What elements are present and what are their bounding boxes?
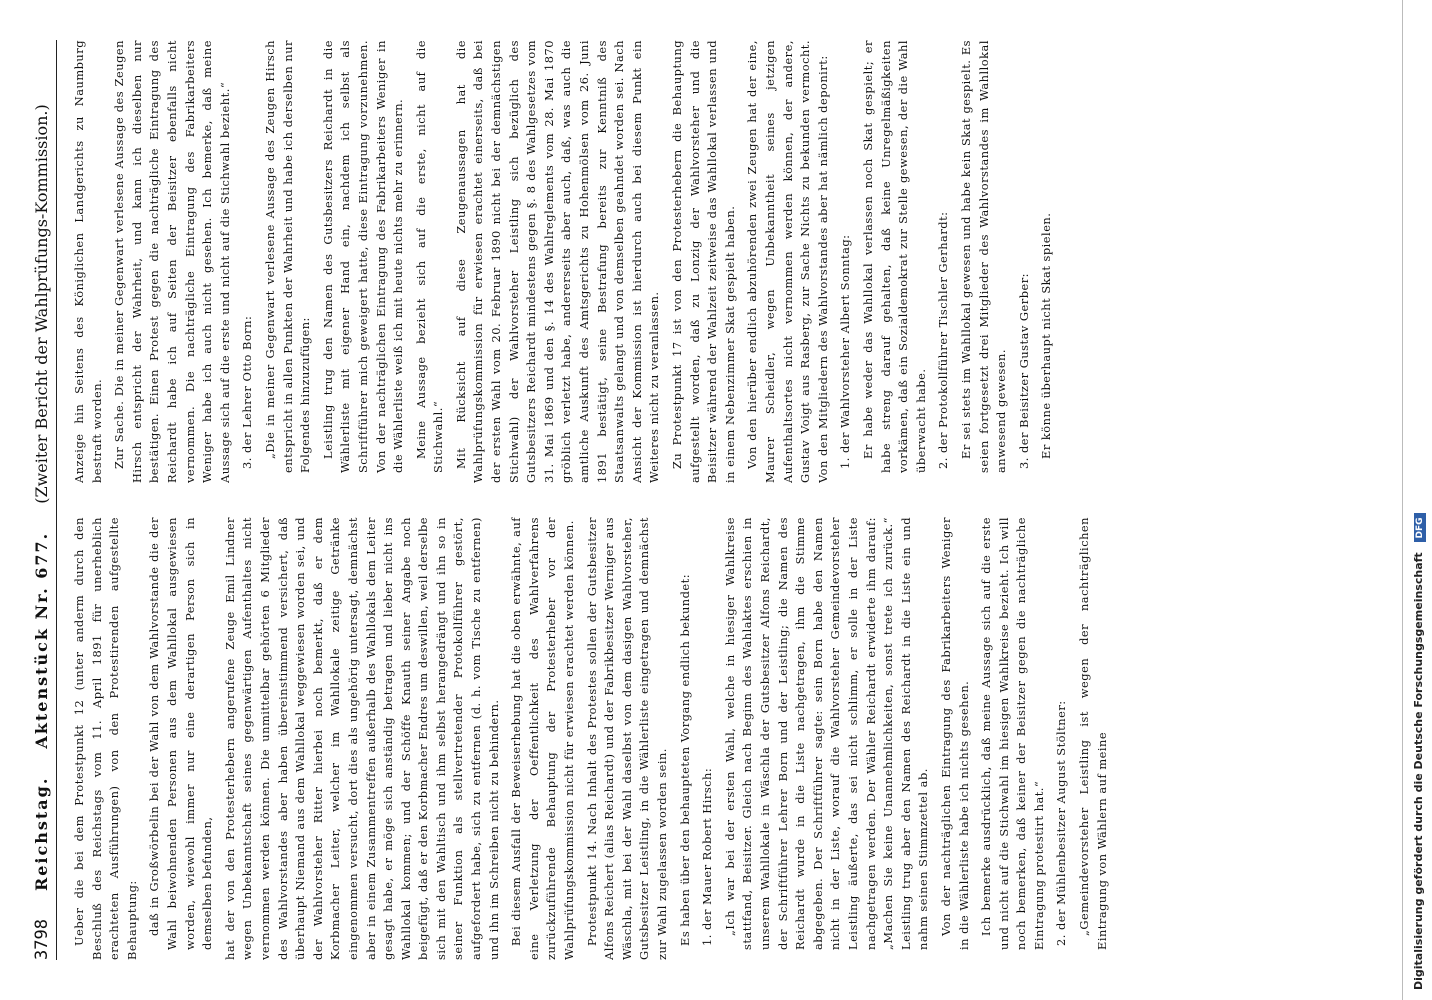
- paragraph: Anzeige hin Seitens des Königlichen Landgerichts zu Naumburg bestraft worden.: [72, 40, 104, 483]
- dfg-logo: DFG: [1414, 513, 1426, 542]
- text-columns: [71, 40, 1361, 960]
- witness-statement: „Die in meiner Gegenwart verlesene Aussage des Zeugen Hirsch entspricht in allen Punkten der Wahrheit und habe ich derselben nur Folgendes hinzuzufügen:: [262, 40, 313, 473]
- witness-heading: 1. der Mauer Robert Hirsch:: [700, 767, 715, 946]
- page-number: 3798: [32, 919, 52, 960]
- left-column: [71, 517, 1361, 960]
- paragraph: Protestpunkt 14. Nach Inhalt des Protestes sollen der Gutsbesitzer Alfons Reichert (alias Reichardt) und der Fabrikbesitzer Werniger aus Wäschla, mit bei der Wahl daselbst von dem dasigen Wahlvorsteher, Gutsbesitzer Leistling, in die Wählerliste eingetragen und demnächst zur Wahl zugelassen worden sein.: [584, 517, 669, 960]
- witness-statement: Leistling trug den Namen des Gutsbesitzers Reichardt in die Wählerliste mit eigener Hand ein, nachdem ich selbst als Schriftführer mich geweigert hatte, diese Eintragung vorzunehmen. Von der nachträglichen Eintragung des Fabrikarbeiters Weniger in die Wählerliste weiß ich mit heute nichts mehr zu erinnern.: [320, 40, 406, 473]
- section-title: (Zweiter Bericht der Wahlprüfungs-Kommission.): [32, 104, 51, 504]
- paragraph: Ueber die bei dem Protestpunkt 12 (unter anderm durch den Beschluß des Reichstags vom 11. April 1891 für unerheblich erachteten Ausführungen) von den Protestirenden aufgestellte Behauptung:: [72, 517, 139, 960]
- witness-statement: Er könne überhaupt nicht Skat spielen.: [1039, 212, 1054, 459]
- digitization-credit: [1406, 0, 1432, 1000]
- paragraph: Es haben über den behaupteten Vorgang endlich bekundet:: [677, 573, 692, 946]
- document-reference: Aktenstück Nr. 677.: [32, 531, 51, 749]
- witness-statement: Er habe weder das Wahllokal verlassen noch Skat gespielt; er habe streng darauf gehalten, daß keine Unregelmäßigkeiten vorkämen, daß ein Sozialdemokrat zur Stelle gewesen, der die Wahl überwacht habe.: [860, 40, 928, 473]
- paragraph: Bei diesem Ausfall der Beweiserhebung hat die oben erwähnte, auf eine Verletzung der Oeffentlichkeit des Wahlverfahrens zurückzuführende Behauptung der Protesterheber vor der Wahlprüfungskommission nicht für erwiesen erachtet werden können.: [509, 517, 577, 960]
- witness-heading: 3. der Lehrer Otto Born:: [240, 315, 255, 469]
- paragraph: hat der von den Protesterhebern angerufene Zeuge Emil Lindner wegen Unbekanntschaft seines gegenwärtigen Aufenthaltes nicht vernommen werden können. Die unmittelbar gehörten 6 Mitglieder des Wahlvorstandes aber haben übereinstimmend versichert, daß überhaupt Niemand aus dem Wahllokal weggewiesen worden sei, und der Wahlvorsteher Ritter hierbei noch bemerkt, daß er dem Korbmacher Leiter, welcher im Wahllokale zeitige Getränke eingenommen versucht, dort dies als ungehörig untersagt, demnächst aber in einem Zusammentreffen außerhalb des Wahllokals dem Leiter gesagt habe, er möge sich anständig betragen und lieber nicht ins Wahllokal kommen; und der Schöffe Knauth seiner Angabe noch beigefügt, daß er den Korbmacher Endres um deswillen, weil derselbe sich mit den Wahltisch und ihm selbst herangedrängt und ihn so in seiner Funktion als stellvertretender Protokollführer gestört, aufgefordert habe, sich zu entfernen (d. h. vom Tische zu entfernen) und ihn im Schreiben nicht zu behindern.: [222, 517, 501, 960]
- witness-statement: Er sei stets im Wahllokal gewesen und habe kein Skat gespielt. Es seien fortgesetzt drei Mitglieder des Wahlvorstandes im Wahllokal anwesend gewesen.: [958, 40, 1009, 473]
- witness-heading: 2. der Protokollführer Tischler Gerhardt:: [936, 211, 951, 469]
- paragraph: Von den hierüber endlich abzuhörenden zwei Zeugen hat der eine, Maurer Scheidler, wegen Unbekanntheit seines jetzigen Aufenthaltsortes nicht vernommen werden können, der andere, Gustav Voigt aus Rasberg, zur Sache Nichts zu bekunden vermocht. Von den Mitgliedern des Wahlvorstandes aber hat nämlich deponirt:: [745, 40, 830, 483]
- right-column: [71, 40, 1361, 483]
- scan-edge-divider: [1402, 0, 1403, 1000]
- page-header: [20, 40, 57, 960]
- credit-text: Digitalisierung gefördert durch die Deutsche Forschungsgemeinschaft: [1412, 552, 1425, 990]
- credit-line: [1412, 10, 1426, 990]
- witness-statement: Meine Aussage bezieht sich auf die erste, nicht auf die Stichwahl.“: [413, 40, 446, 473]
- quoted-claim: daß in Großwörbelin bei der Wahl von dem Wahlvorstande die der Wahl beiwohnenden Personen aus dem Wahllokal ausgewiesen worden, wiewohl immer nur eine derartigen Person sich in demselben befunden,: [147, 517, 215, 950]
- witness-statement: Von der nachträglichen Eintragung des Fabrikarbeiters Weniger in die Wählerliste habe ich nichts gesehen.: [938, 517, 971, 950]
- paragraph: Zur Sache. Die in meiner Gegenwart verlesene Aussage des Zeugen Hirsch entspricht der Wahrheit, und kann ich dieselben nur bestätigen. Einen Protest gegen die nachträgliche Eintragung des Reichardt habe ich auf Seiten der Beisitzer ebenfalls nicht vernommen. Die nachträgliche Eintragung des Fabrikarbeiters Weniger habe ich auch nicht gesehen. Ich bemerke, daß meine Aussage sich auf die erste und nicht auf die Stichwahl bezieht.“: [112, 40, 232, 483]
- witness-heading: 3. der Beisitzer Gustav Gerber:: [1016, 272, 1031, 469]
- paragraph: Zu Protestpunkt 17 ist von den Protesterhebern die Behauptung aufgestellt worden, daß zu Lonzig der Wahlvorsteher und die Beisitzer während der Wahlzeit zeitweise das Wahllokal verlassen und in einem Nebenzimmer Skat gespielt haben.: [670, 40, 737, 483]
- witness-heading: 1. der Wahlvorsteher Albert Sonntag:: [838, 234, 853, 469]
- witness-statement: Ich bemerke ausdrücklich, daß meine Aussage sich auf die erste und nicht auf die Stichwahl im hiesigen Wahlkreise bezieht. Ich will noch bemerken, daß keiner der Beisitzer gegen die nachträgliche Eintragung protestirt hat.“: [979, 517, 1046, 950]
- witness-statement: „Gemeindevorsteher Leistling ist wegen der nachträglichen Eintragung von Wählern auf meine: [1077, 517, 1109, 950]
- witness-heading: 2. der Mühlenbesitzer August Stöltner:: [1054, 700, 1069, 946]
- paragraph: Mit Rücksicht auf diese Zeugenaussagen hat die Wahlprüfungskommission für erwiesen erachtet einerseits, daß bei der ersten Wahl vom 20. Februar 1890 nicht bei der demnächstigen Stichwahl) der Wahlvorsteher Leistling sich bezüglich des Gutsbesitzers Reichardt mindestens gegen §. 8 des Wahlgesetzes vom 31. Mai 1869 und den §. 14 des Wahlreglements vom 28. Mai 1870 gröblich verletzt habe, andererseits aber auch, daß, was auch die amtliche Auskunft des Amtsgerichts zu Hohenmölsen vom 26. Juni 1891 bestätigt, seine Bestrafung bereits zur Kenntniß des Staatsanwalts gelangt und von demselben geahndet worden sei. Nach Ansicht der Kommission ist hierdurch auch bei diesem Punkt ein Weiteres nicht zu veranlassen.: [453, 40, 662, 483]
- publication-name: Reichstag.: [32, 776, 51, 892]
- witness-statement: „Ich war bei der ersten Wahl, welche in hiesiger Wahlkreise stattfand, Beisitzer. Gleich nach Beginn des Wahlaktes erschien in unserem Wahllokale in Wäschla der Gutsbesitzer Alfons Reichardt, der Schriftführer Lehrer Born und der Leistling; die Namen des Reichardt wurde in die Liste nachgetragen, ihm die Stimme abgegeben. Der Schriftführer sagte: sein Born habe den Namen nicht in der Liste, worauf die Wahlvorsteher Gemeindevorsteher Leistling äußerte, das sei nicht schlimm, er solle in der Liste nachgetragen werden. Der Wähler Reichardt erwiderte ihm darauf: „Machen Sie keine Unannehmlichkeiten, sonst trete ich zurück.“ Leistling trug aber den Namen des Reichardt in die Liste ein und nahm seinen Stimmzettel ab.: [722, 517, 931, 950]
